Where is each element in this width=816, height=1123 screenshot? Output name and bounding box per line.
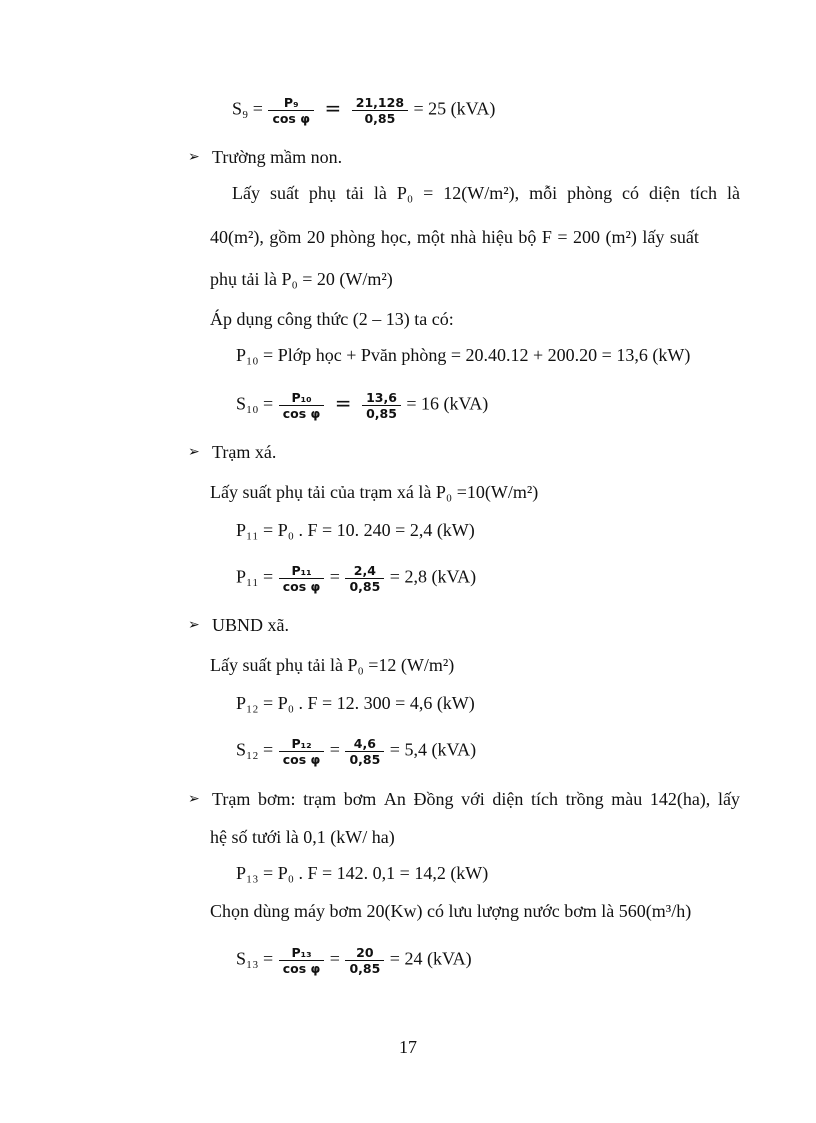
- s13-fraction-2: [345, 945, 384, 976]
- word: P₀: [396, 183, 414, 203]
- s10-num2: 13,6: [362, 390, 401, 406]
- kindergarten-line3: phụ tải là P₀ = 20 (W/m²): [210, 269, 393, 289]
- s12-den: cos φ: [282, 752, 321, 767]
- s9-fraction-2: [352, 95, 408, 126]
- formula-p10: P₁₀ = Plớp học + Pvăn phòng = 20.40.12 + 200.20 = 13,6 (kW): [236, 345, 691, 365]
- pump-heading: [212, 788, 740, 810]
- s11-rhs: = 2,8 (kVA): [389, 566, 477, 587]
- word: tải: [345, 183, 364, 203]
- s12-lhs: S₁₂ =: [236, 739, 274, 760]
- clinic-text: Lấy suất phụ tải của trạm xá là P₀ =10(W/m²): [210, 482, 539, 502]
- word: phòng: [567, 183, 613, 203]
- s9-eq: =: [324, 95, 342, 120]
- s10-den: cos φ: [282, 406, 321, 421]
- formula-s11: [236, 563, 476, 594]
- s13-num: P₁₃: [279, 945, 325, 961]
- clinic-heading: Trạm xá.: [212, 442, 277, 462]
- s12-fraction-2: [345, 736, 384, 767]
- word: bơm: [343, 789, 377, 809]
- word: An: [383, 789, 406, 809]
- word: 142(ha),: [649, 789, 711, 809]
- s11-fraction-1: [279, 563, 325, 594]
- word: suất: [269, 183, 299, 203]
- word: lấy: [717, 789, 740, 809]
- s12-eq: =: [329, 739, 340, 760]
- s11-lhs: P₁₁ =: [236, 566, 274, 587]
- word: Đồng: [413, 789, 454, 809]
- s9-num: P₉: [268, 95, 314, 111]
- page-number: 17: [399, 1037, 417, 1057]
- formula-p11: P₁₁ = P₀ . F = 10. 240 = 2,4 (kW): [236, 520, 475, 540]
- s11-fraction-2: [345, 563, 384, 594]
- word: bơm:: [257, 789, 296, 809]
- bullet-arrow-icon: ➢: [188, 617, 200, 633]
- kindergarten-apply: Áp dụng công thức (2 – 13) ta có:: [210, 309, 454, 329]
- kindergarten-line1: [232, 182, 740, 204]
- s12-num: P₁₂: [279, 736, 325, 752]
- word: với: [461, 789, 485, 809]
- s10-den2: 0,85: [366, 406, 397, 421]
- formula-p12: P₁₂ = P₀ . F = 12. 300 = 4,6 (kW): [236, 693, 475, 713]
- s10-lhs: S₁₀ =: [236, 393, 274, 414]
- s13-rhs: = 24 (kVA): [389, 948, 472, 969]
- ubnd-heading: UBND xã.: [212, 615, 289, 635]
- word: diện: [492, 789, 524, 809]
- word: phụ: [308, 183, 336, 203]
- word: trạm: [303, 789, 337, 809]
- word: tích: [530, 789, 558, 809]
- word: Lấy: [232, 183, 260, 203]
- s11-eq: =: [329, 566, 340, 587]
- s11-den2: 0,85: [349, 579, 381, 594]
- word: mỗi: [529, 183, 558, 203]
- s9-lhs: S₉ =: [232, 98, 263, 119]
- ubnd-text: Lấy suất phụ tải là P₀ =12 (W/m²): [210, 655, 455, 675]
- s9-fraction-1: [268, 95, 314, 126]
- s9-rhs: = 25 (kVA): [413, 98, 496, 119]
- s12-fraction-1: [279, 736, 325, 767]
- word: trồng: [565, 789, 604, 809]
- formula-s13: [236, 945, 472, 976]
- s11-num2: 2,4: [345, 563, 384, 579]
- pump-choose: Chọn dùng máy bơm 20(Kw) có lưu lượng nước bơm là 560(m³/h): [210, 901, 692, 921]
- word: tích: [689, 183, 717, 203]
- s9-den2: 0,85: [364, 111, 396, 126]
- s13-eq: =: [329, 948, 340, 969]
- s10-num: P₁₀: [279, 390, 325, 406]
- word: màu: [611, 789, 643, 809]
- word: là: [373, 183, 387, 203]
- bullet-arrow-icon: ➢: [188, 444, 200, 460]
- word: 12(W/m²),: [443, 183, 520, 203]
- formula-p13: P₁₃ = P₀ . F = 142. 0,1 = 14,2 (kW): [236, 863, 489, 883]
- s13-fraction-1: [279, 945, 325, 976]
- s11-den: cos φ: [282, 579, 321, 594]
- word: Trạm: [212, 789, 251, 809]
- formula-s12: [236, 736, 476, 767]
- s10-eq: =: [334, 390, 352, 415]
- s13-den2: 0,85: [349, 961, 381, 976]
- s10-fraction-2: [362, 390, 401, 421]
- s13-lhs: S₁₃ =: [236, 948, 274, 969]
- s12-num2: 4,6: [345, 736, 384, 752]
- word: có: [622, 183, 640, 203]
- word: diện: [649, 183, 680, 203]
- bullet-arrow-icon: ➢: [188, 791, 200, 807]
- formula-s10: [236, 390, 488, 421]
- s9-den: cos φ: [272, 111, 311, 126]
- kindergarten-line2: 40(m²), gồm 20 phòng học, một nhà hiệu bộ F = 200 (m²) lấy suất: [210, 227, 699, 247]
- s12-den2: 0,85: [349, 752, 381, 767]
- word: là: [726, 183, 740, 203]
- pump-line2: hệ số tưới là 0,1 (kW/ ha): [210, 827, 395, 847]
- formula-s9: [232, 95, 495, 126]
- bullet-arrow-icon: ➢: [188, 149, 200, 165]
- s13-num2: 20: [345, 945, 384, 961]
- s10-rhs: = 16 (kVA): [406, 393, 489, 414]
- s10-fraction-1: [279, 390, 325, 421]
- s11-num: P₁₁: [279, 563, 325, 579]
- kindergarten-heading: Trường mầm non.: [212, 147, 343, 167]
- s13-den: cos φ: [282, 961, 321, 976]
- s12-rhs: = 5,4 (kVA): [389, 739, 477, 760]
- word: =: [423, 183, 434, 203]
- s9-num2: 21,128: [352, 95, 408, 111]
